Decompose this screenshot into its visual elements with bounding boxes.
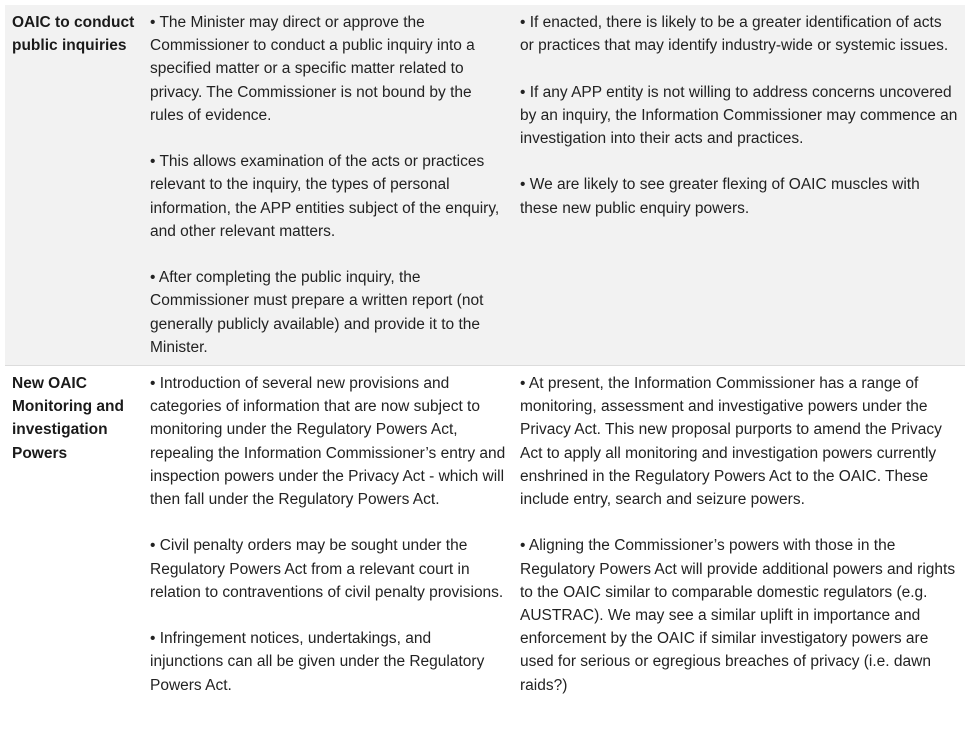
impact-point: • If enacted, there is likely to be a greater identification of acts or practices that may identify industry-wide or systemic issues. — [520, 14, 949, 55]
detail-point: • Civil penalty orders may be sought under the Regulatory Powers Act from a relevant court in relation to contraventions of civil penalty provisions. — [150, 537, 504, 601]
row-topic: OAIC to conduct public inquiries — [5, 5, 143, 366]
detail-point: • The Minister may direct or approve the Commissioner to conduct a public inquiry into a specified matter or a specific matter related to privacy. The Commissioner is not bound by the rules of evidence. — [150, 14, 475, 124]
impact-point: • If any APP entity is not willing to address concerns uncovered by an inquiry, the Information Commissioner may commence an investigation into their acts and practices. — [520, 83, 958, 147]
privacy-reform-table — [5, 5, 965, 703]
impact-point: • At present, the Information Commissioner has a range of monitoring, assessment and investigative powers under the Privacy Act. This new proposal purports to amend the Privacy Act to apply all monitoring and investigation powers currently enshrined in the Regulatory Powers Act to the OAIC. These include entry, search and seizure powers. — [520, 375, 942, 509]
table-row — [5, 5, 965, 366]
table-row — [5, 366, 965, 703]
impact-point: • We are likely to see greater flexing of OAIC muscles with these new public enquiry powers. — [520, 176, 920, 217]
detail-point: • After completing the public inquiry, the Commissioner must prepare a written report (not generally publicly available) and provide it to the Minister. — [150, 269, 484, 356]
detail-point: • Introduction of several new provisions and categories of information that are now subject to monitoring under the Regulatory Powers Act, repealing the Information Commissioner’s entry and inspection powers under the Privacy Act - which will then fall under the Regulatory Powers Act. — [150, 375, 506, 509]
row-topic: New OAIC Monitoring and investigation Powers — [5, 366, 143, 703]
detail-point: • This allows examination of the acts or practices relevant to the inquiry, the types of personal information, the APP entities subject of the enquiry, and other relevant matters. — [150, 153, 500, 240]
impact-point: • Aligning the Commissioner’s powers with those in the Regulatory Powers Act will provide additional powers and rights to the OAIC similar to comparable domestic regulators (e.g. AUSTRAC). We may see a similar uplift in importance and enforcement by the OAIC if similar investigatory powers are used for serious or egregious breaches of privacy (i.e. dawn raids?) — [520, 537, 956, 694]
detail-point: • Infringement notices, undertakings, and injunctions can all be given under the Regulatory Powers Act. — [150, 630, 485, 694]
row-details — [143, 366, 513, 703]
row-impact — [513, 5, 965, 366]
row-details — [143, 5, 513, 366]
row-impact — [513, 366, 965, 703]
